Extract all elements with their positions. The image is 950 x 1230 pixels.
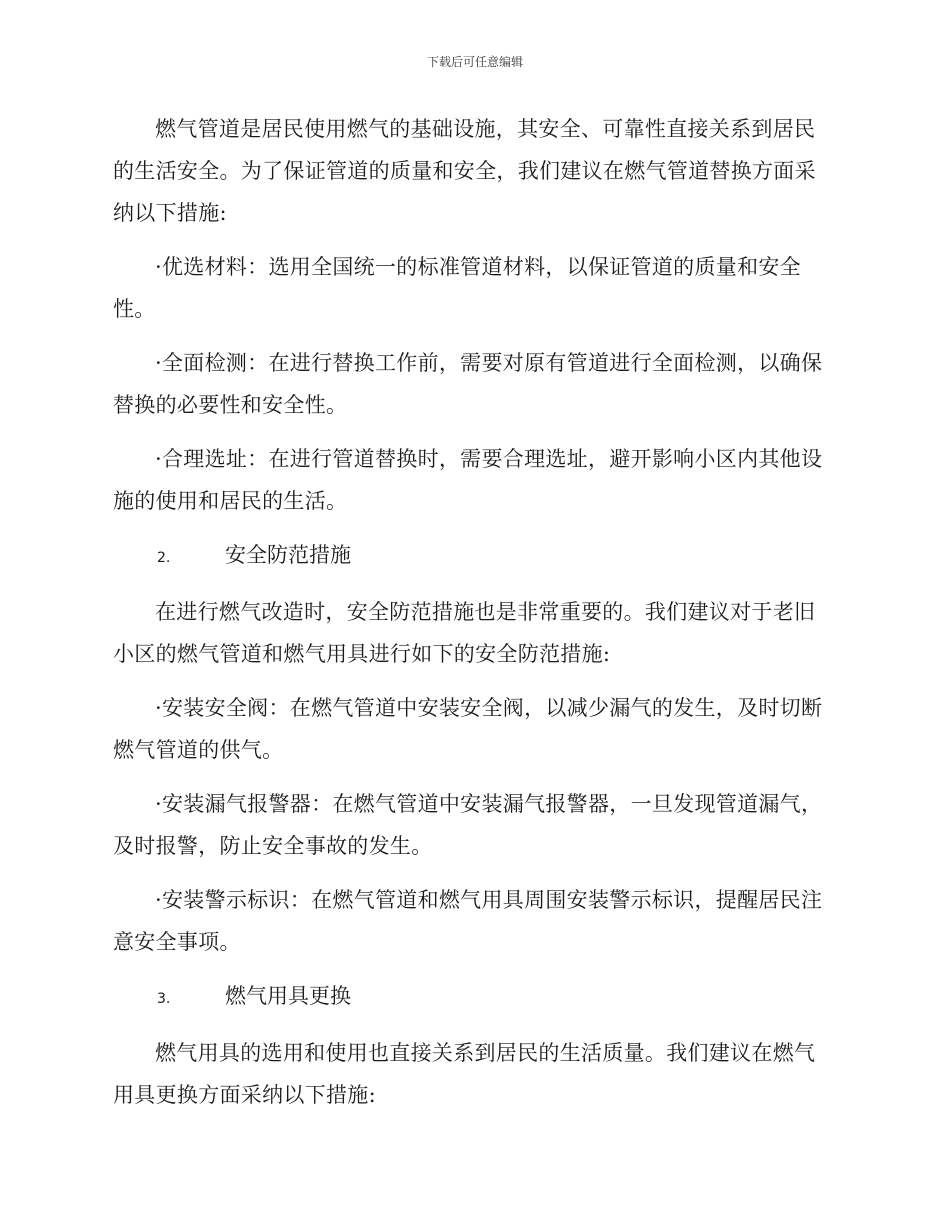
bullet-item-siting: ·合理选址：在进行管道替换时，需要合理选址，避开影响小区内其他设施的使用和居民的生活。 bbox=[113, 447, 823, 513]
paragraph-appliances: 燃气用具的选用和使用也直接关系到居民的生活质量。我们建议在燃气用具更换方面采纳以下措施: bbox=[113, 1041, 816, 1107]
page-header: 下载后可任意编辑 bbox=[426, 55, 523, 69]
section-heading-2 bbox=[113, 534, 833, 579]
document-body bbox=[113, 108, 833, 1128]
bullet-item-valve: ·安装安全阀：在燃气管道中安装安全阀，以减少漏气的发生，及时切断燃气管道的供气。 bbox=[113, 696, 823, 762]
bullet-item-alarm: ·安装漏气报警器：在燃气管道中安装漏气报警器，一旦发现管道漏气，及时报警，防止安全事故的发生。 bbox=[113, 792, 823, 858]
section-number: 3. bbox=[157, 991, 171, 1007]
paragraph-intro: 燃气管道是居民使用燃气的基础设施，其安全、可靠性直接关系到居民的生活安全。为了保证管道的质量和安全，我们建议在燃气管道替换方面采纳以下措施: bbox=[113, 117, 816, 225]
section-number: 2. bbox=[157, 550, 171, 566]
paragraph-safety: 在进行燃气改造时，安全防范措施也是非常重要的。我们建议对于老旧小区的燃气管道和燃气用具进行如下的安全防范措施: bbox=[113, 600, 816, 666]
bullet-item-inspection: ·全面检测：在进行替换工作前，需要对原有管道进行全面检测，以确保替换的必要性和安全性。 bbox=[113, 351, 823, 417]
bullet-item-materials: ·优选材料：选用全国统一的标准管道材料，以保证管道的质量和安全性。 bbox=[113, 255, 801, 321]
section-title: 安全防范措施 bbox=[225, 543, 351, 567]
section-heading-3 bbox=[113, 975, 833, 1020]
section-title: 燃气用具更换 bbox=[225, 984, 351, 1008]
bullet-item-signs: ·安装警示标识：在燃气管道和燃气用具周围安装警示标识，提醒居民注意安全事项。 bbox=[113, 888, 823, 954]
